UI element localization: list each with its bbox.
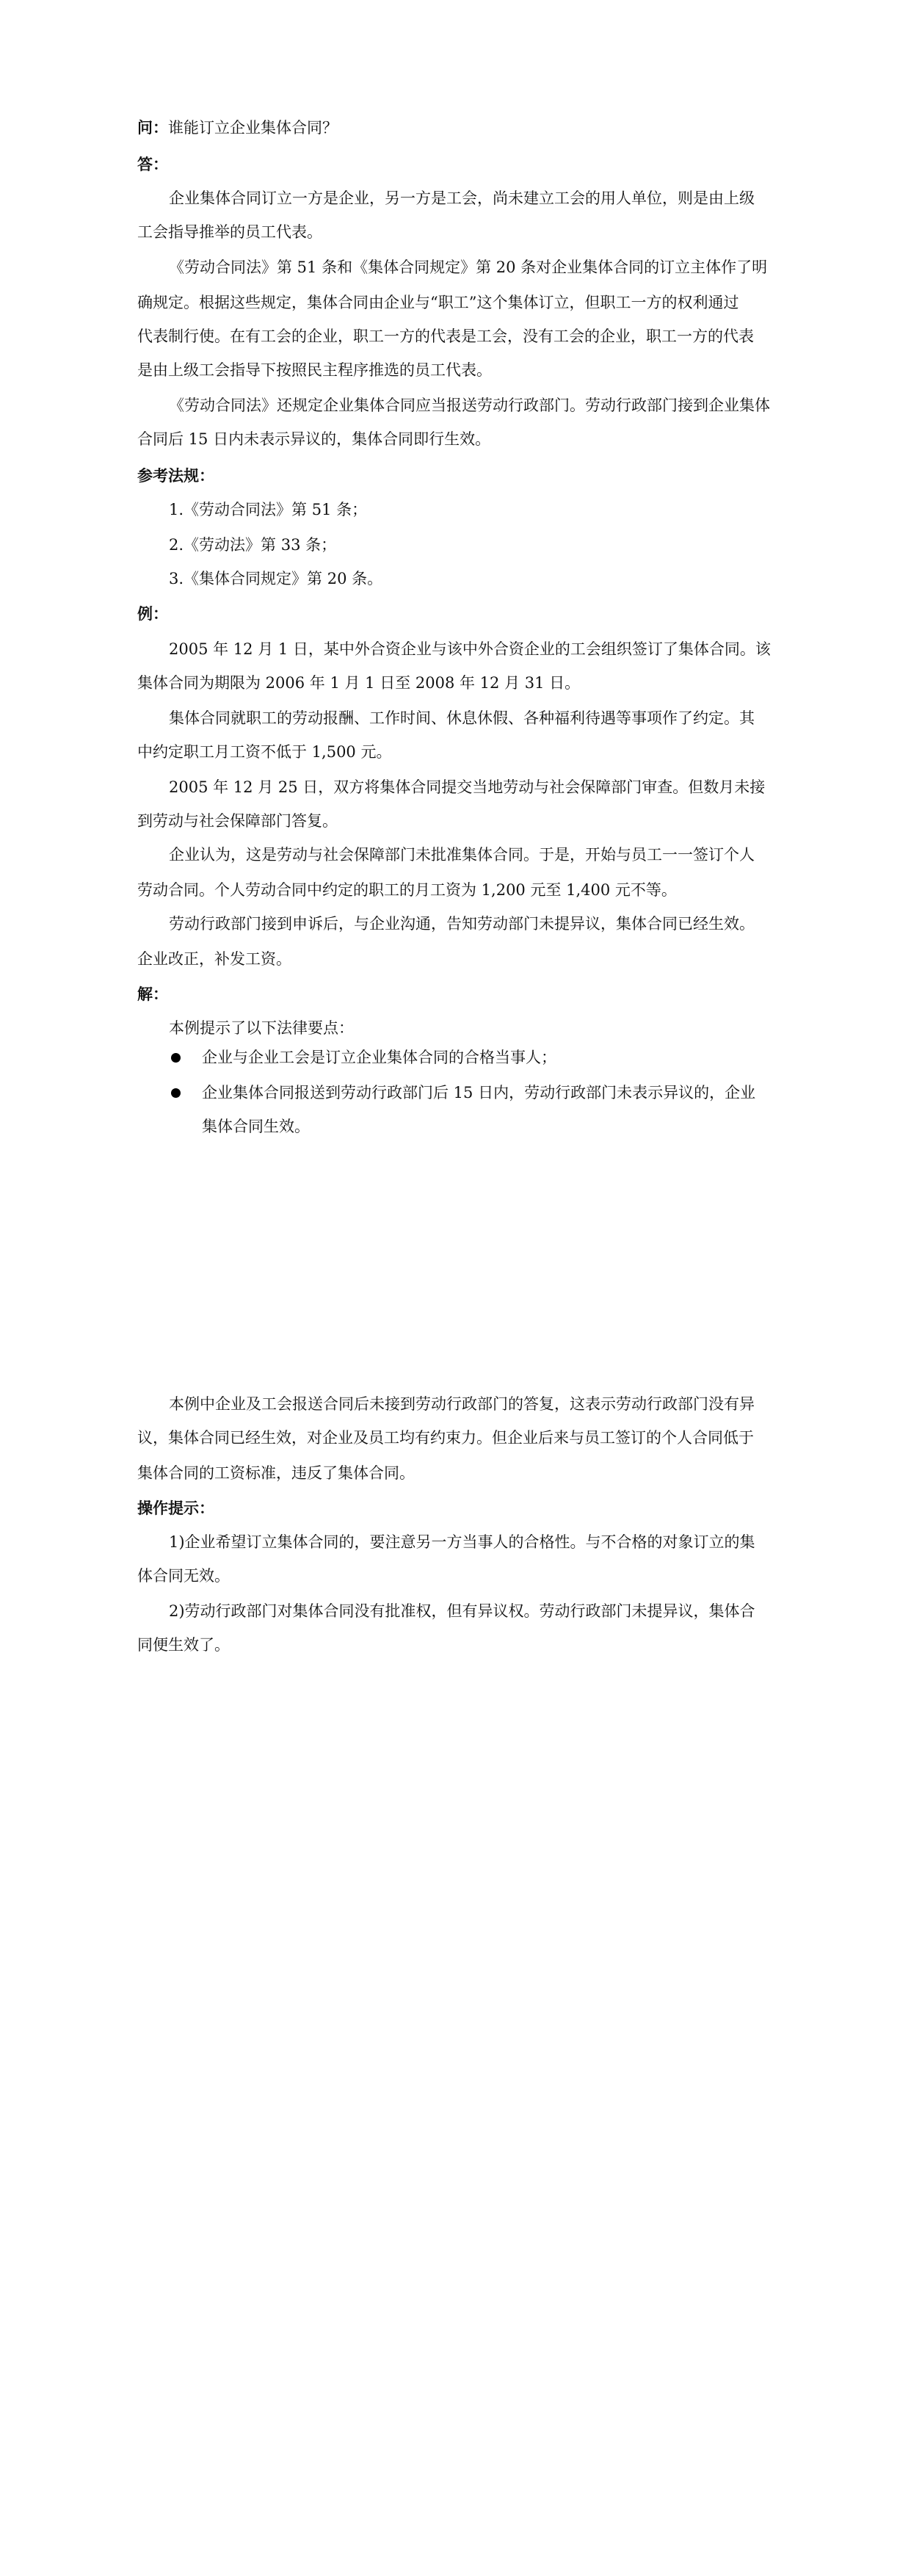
answer-line: 合同后 15 日内未表示异议的，集体合同即行生效。	[137, 430, 491, 448]
solution-line: 集体合同的工资标准，违反了集体合同。	[137, 1464, 415, 1482]
question-text: 谁能订立企业集体合同？	[168, 119, 338, 137]
solution-bullet: 集体合同生效。	[202, 1118, 310, 1135]
tips-line: 2)劳动行政部门对集体合同没有批准权，但有异议权。劳动行政部门未提异议，集体合	[169, 1602, 755, 1620]
tips-line: 体合同无效。	[137, 1567, 230, 1585]
solution-label: 解：	[137, 985, 168, 1003]
bullet-dot-icon	[171, 1088, 181, 1098]
tips-line: 同便生效了。	[137, 1636, 230, 1654]
reference-item: 2.《劳动法》第 33 条；	[169, 536, 337, 554]
solution-line: 议，集体合同已经生效，对企业及员工均有约束力。但企业后来与员工签订的个人合同低于	[137, 1429, 754, 1447]
example-line: 2005 年 12 月 25 日，双方将集体合同提交当地劳动与社会保障部门审查。但数月未接	[169, 778, 766, 796]
example-line: 企业改正，补发工资。	[137, 950, 291, 968]
solution-bullet: 企业与企业工会是订立企业集体合同的合格当事人；	[202, 1049, 556, 1066]
answer-line: 确规定。根据这些规定，集体合同由企业与“职工”这个集体订立，但职工一方的权利通过	[137, 294, 739, 311]
tips-label: 操作提示：	[137, 1499, 214, 1517]
references-label: 参考法规：	[137, 466, 214, 485]
example-line: 劳动行政部门接到申诉后，与企业沟通，告知劳动部门未提异议，集体合同已经生效。	[169, 915, 755, 933]
example-line: 中约定职工月工资不低于 1,500 元。	[137, 743, 392, 761]
example-line: 劳动合同。个人劳动合同中约定的职工的月工资为 1,200 元至 1,400 元不等。	[137, 881, 677, 899]
solution-bullet: 企业集体合同报送到劳动行政部门后 15 日内，劳动行政部门未表示异议的，企业	[202, 1084, 756, 1101]
example-label: 例：	[137, 604, 168, 623]
example-line: 集体合同为期限为 2006 年 1 月 1 日至 2008 年 12 月 31 日。	[137, 674, 581, 692]
solution-intro: 本例提示了以下法律要点：	[169, 1019, 354, 1037]
tips-line: 1)企业希望订立集体合同的，要注意另一方当事人的合格性。与不合格的对象订立的集	[169, 1533, 755, 1551]
question-line	[137, 117, 338, 138]
reference-item: 1.《劳动合同法》第 51 条；	[169, 501, 368, 518]
reference-item: 3.《集体合同规定》第 20 条。	[169, 570, 383, 587]
answer-line: 是由上级工会指导下按照民主程序推选的员工代表。	[137, 361, 492, 379]
answer-line: 代表制行使。在有工会的企业，职工一方的代表是工会，没有工会的企业，职工一方的代表	[137, 328, 754, 345]
bullet-dot-icon	[171, 1053, 181, 1063]
answer-label: 答：	[137, 155, 168, 173]
example-line: 2005 年 12 月 1 日，某中外合资企业与该中外合资企业的工会组织签订了集体合同。该	[169, 640, 771, 658]
solution-line: 本例中企业及工会报送合同后未接到劳动行政部门的答复，这表示劳动行政部门没有异	[169, 1395, 755, 1413]
answer-line: 《劳动合同法》还规定企业集体合同应当报送劳动行政部门。劳动行政部门接到企业集体	[169, 397, 770, 414]
question-label: 问：	[137, 118, 168, 137]
example-line: 到劳动与社会保障部门答复。	[137, 812, 338, 830]
answer-line: 《劳动合同法》第 51 条和《集体合同规定》第 20 条对企业集体合同的订立主体作了明	[169, 258, 768, 276]
example-line: 集体合同就职工的劳动报酬、工作时间、休息休假、各种福利待遇等事项作了约定。其	[169, 709, 755, 727]
answer-line: 企业集体合同订立一方是企业，另一方是工会，尚未建立工会的用人单位，则是由上级	[169, 189, 755, 207]
example-line: 企业认为，这是劳动与社会保障部门未批准集体合同。于是，开始与员工一一签订个人	[169, 846, 755, 864]
answer-line: 工会指导推举的员工代表。	[137, 223, 322, 241]
